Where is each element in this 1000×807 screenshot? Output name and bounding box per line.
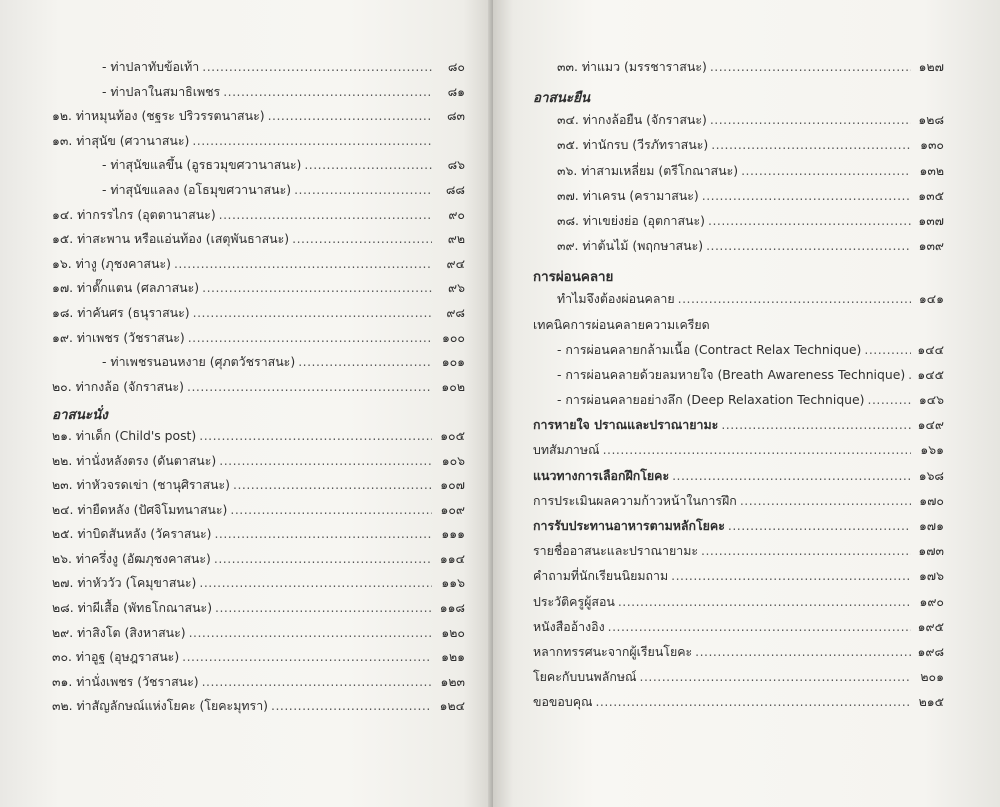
toc-leader-dots bbox=[864, 342, 911, 357]
toc-entry-page-number: ๑๖๘ bbox=[918, 467, 944, 483]
toc-leader-dots bbox=[199, 575, 432, 590]
toc-leader-dots bbox=[603, 442, 911, 457]
toc-leader-dots bbox=[233, 477, 432, 492]
toc-entry bbox=[533, 416, 944, 441]
toc-leader-dots bbox=[908, 367, 911, 382]
toc-entry-title: ๓๑. ท่านั่งเพชร (วัชราสนะ) bbox=[52, 673, 199, 689]
toc-entry-page-number: ๑๑๔ bbox=[439, 550, 465, 566]
toc-entry-page-number: ๙๘ bbox=[446, 304, 465, 320]
toc-entry-page-number: ๑๔๑ bbox=[918, 291, 944, 307]
toc-entry-title: - ท่าปลาในสมาธิเพชร bbox=[102, 83, 221, 99]
toc-entry bbox=[52, 550, 465, 575]
toc-leader-dots bbox=[868, 392, 912, 407]
left-page bbox=[0, 0, 493, 807]
toc-entry-title: - การผ่อนคลายอย่างลึก (Deep Relaxation Technique) bbox=[557, 392, 865, 408]
toc-leader-dots bbox=[678, 291, 911, 306]
toc-leader-dots bbox=[701, 543, 911, 558]
toc-entry-page-number: ๙๐ bbox=[448, 206, 465, 222]
toc-entry bbox=[52, 83, 465, 108]
toc-entry bbox=[533, 212, 944, 237]
toc-entry bbox=[533, 542, 944, 567]
toc-entry bbox=[533, 341, 944, 366]
toc-leader-dots bbox=[741, 163, 911, 178]
toc-leader-dots bbox=[721, 417, 911, 432]
toc-leader-dots bbox=[706, 238, 911, 253]
toc-entry-title: ๑๒. ท่าหมุนท้อง (ชฐระ ปริวรรตนาสนะ) bbox=[52, 108, 265, 124]
toc-entry-page-number: ๒๑๕ bbox=[918, 694, 944, 710]
toc-entry bbox=[52, 329, 465, 354]
toc-leader-dots bbox=[202, 59, 432, 74]
toc-entry-title: ๑๓. ท่าสุนัข (ศวานาสนะ) bbox=[52, 132, 190, 148]
toc-leader-dots bbox=[271, 698, 432, 713]
toc-entry-title: ๓๒. ท่าสัญลักษณ์แห่งโยคะ (โยคะมุทรา) bbox=[52, 698, 268, 714]
toc-leader-dots bbox=[671, 568, 911, 583]
toc-entry-title: ๒๓. ท่าหัวจรดเข่า (ชานุศิราสนะ) bbox=[52, 477, 231, 493]
toc-entry-page-number: ๑๙๘ bbox=[917, 643, 944, 659]
toc-entry-title: การรับประทานอาหารตามหลักโยคะ bbox=[533, 518, 725, 533]
toc-entry bbox=[533, 618, 944, 643]
toc-leader-dots bbox=[214, 526, 432, 541]
toc-entry-title: การหายใจ ปราณและปราณายามะ bbox=[533, 417, 719, 433]
toc-entry-page-number: ๑๓๕ bbox=[918, 187, 944, 203]
toc-entry bbox=[52, 156, 465, 181]
toc-leader-dots bbox=[215, 600, 432, 615]
toc-entry bbox=[533, 693, 944, 718]
toc-leader-dots bbox=[695, 644, 911, 659]
toc-leader-dots bbox=[192, 133, 432, 148]
toc-entry-title: ๒๐. ท่ากงล้อ (จักราสนะ) bbox=[52, 378, 184, 394]
toc-entry bbox=[52, 648, 465, 673]
toc-entry-page-number: ๑๓๙ bbox=[918, 238, 944, 254]
toc-entry-title: - ท่าปลาทับข้อเท้า bbox=[102, 59, 200, 74]
toc-entry-page-number: ๑๐๒ bbox=[441, 378, 465, 394]
toc-entry bbox=[533, 492, 944, 517]
toc-entry bbox=[533, 290, 944, 315]
toc-entry bbox=[52, 378, 465, 403]
toc-leader-dots bbox=[618, 594, 911, 609]
toc-entry-title: ๒๗. ท่าหัววัว (โคมุขาสนะ) bbox=[52, 575, 197, 591]
toc-entry-title: การประเมินผลความก้าวหน้าในการฝึก bbox=[533, 492, 737, 508]
toc-entry-title: ๓๕. ท่านักรบ (วีรภัทราสนะ) bbox=[557, 137, 709, 153]
toc-entry-page-number: ๑๒๔ bbox=[439, 698, 465, 714]
toc-entry bbox=[52, 476, 465, 501]
toc-entry bbox=[52, 58, 465, 83]
toc-entry-page-number: ๑๑๘ bbox=[439, 600, 465, 616]
toc-leader-dots bbox=[298, 354, 432, 369]
toc-entry bbox=[533, 237, 944, 262]
toc-entry-page-number: ๑๓๐ bbox=[920, 137, 944, 153]
right-toc-list bbox=[533, 58, 944, 719]
toc-section-heading: อาสนะยืน bbox=[533, 90, 591, 106]
toc-entry bbox=[533, 391, 944, 416]
toc-entry-title: ๒๔. ท่ายืดหลัง (ปัศจิโมทนาสนะ) bbox=[52, 501, 228, 517]
left-toc-list bbox=[52, 58, 465, 722]
toc-entry-title: ๓๓. ท่าแมว (มรรชาราสนะ) bbox=[557, 59, 707, 74]
toc-entry bbox=[533, 593, 944, 618]
toc-entry-title: ๓๖. ท่าสามเหลี่ยม (ตรีโกณาสนะ) bbox=[557, 162, 739, 178]
toc-entry-title: ๑๕. ท่าสะพาน หรือแอ่นท้อง (เสตุพันธาสนะ) bbox=[52, 231, 290, 247]
toc-entry bbox=[52, 255, 465, 280]
toc-entry-page-number: ๘๘ bbox=[445, 181, 465, 197]
toc-entry-title: - การผ่อนคลายด้วยลมหายใจ (Breath Awareness Technique) bbox=[557, 366, 906, 382]
toc-entry-title: ๑๖. ท่างู (ภุชงคาสนะ) bbox=[52, 255, 171, 271]
toc-entry bbox=[533, 567, 944, 592]
toc-entry bbox=[52, 230, 465, 255]
toc-entry-title: ๑๘. ท่าคันศร (ธนุราสนะ) bbox=[52, 304, 190, 320]
toc-leader-dots bbox=[708, 213, 911, 228]
toc-entry-page-number: ๑๐๖ bbox=[441, 452, 465, 468]
toc-entry bbox=[533, 467, 944, 492]
toc-leader-dots bbox=[202, 674, 432, 689]
toc-entry-title: คำถามที่นักเรียนนิยมถาม bbox=[533, 568, 669, 584]
toc-entry-page-number: ๘๑ bbox=[447, 83, 465, 99]
toc-entry-page-number: ๑๙๕ bbox=[917, 618, 944, 634]
toc-entry-title: ๑๙. ท่าเพชร (วัชราสนะ) bbox=[52, 329, 185, 345]
toc-leader-dots bbox=[202, 280, 432, 295]
toc-entry-page-number: ๑๒๐ bbox=[441, 624, 465, 640]
toc-leader-dots bbox=[608, 619, 911, 634]
toc-entry bbox=[533, 517, 944, 542]
toc-entry-title: ๒๒. ท่านั่งหลังตรง (ดันตาสนะ) bbox=[52, 452, 217, 468]
toc-entry-page-number: ๑๒๘ bbox=[918, 112, 944, 128]
toc-entry-page-number: ๘๐ bbox=[447, 59, 465, 74]
toc-entry-title: รายชื่ออาสนะและปราณายามะ bbox=[533, 543, 699, 559]
toc-entry-page-number: ๑๗๖ bbox=[918, 568, 944, 584]
toc-entry bbox=[533, 441, 944, 466]
toc-leader-dots bbox=[199, 428, 432, 443]
toc-entry-title: ๑๔. ท่ากรรไกร (อุตตานาสนะ) bbox=[52, 206, 216, 222]
toc-entry-title: ๓๔. ท่ากงล้อยืน (จักราสนะ) bbox=[557, 112, 707, 128]
toc-entry bbox=[533, 58, 944, 83]
toc-entry-page-number: ๑๙๐ bbox=[919, 593, 944, 609]
toc-entry bbox=[52, 624, 465, 649]
toc-entry-page-number: ๑๐๕ bbox=[440, 427, 465, 443]
toc-entry-title: ๒๙. ท่าสิงโต (สิงหาสนะ) bbox=[52, 624, 186, 640]
toc-entry bbox=[52, 427, 465, 452]
toc-entry-page-number: ๑๒๓ bbox=[440, 673, 465, 689]
toc-leader-dots bbox=[292, 231, 432, 246]
toc-entry-page-number: ๘๓ bbox=[446, 108, 465, 124]
toc-entry-title: ๒๖. ท่าครึ่งงู (อัฒภุชงคาสนะ) bbox=[52, 550, 211, 566]
toc-entry-title: แนวทางการเลือกฝึกโยคะ bbox=[533, 467, 670, 483]
toc-leader-dots bbox=[710, 59, 911, 74]
toc-entry bbox=[52, 304, 465, 329]
toc-entry-title: ทำไมจึงต้องผ่อนคลาย bbox=[557, 291, 675, 307]
toc-leader-dots bbox=[304, 157, 432, 172]
toc-entry bbox=[52, 673, 465, 698]
toc-leader-dots bbox=[595, 694, 911, 709]
toc-entry bbox=[533, 366, 944, 391]
toc-leader-dots bbox=[740, 493, 911, 508]
toc-leader-dots bbox=[702, 188, 911, 203]
toc-entry bbox=[52, 132, 465, 157]
toc-entry bbox=[533, 136, 944, 161]
toc-entry-page-number: ๑๐๑ bbox=[441, 354, 465, 370]
toc-entry-title: ๓๙. ท่าต้นไม้ (พฤกษาสนะ) bbox=[557, 238, 704, 254]
toc-entry-page-number: ๙๒ bbox=[447, 231, 465, 247]
toc-leader-dots bbox=[219, 207, 432, 222]
toc-leader-dots bbox=[268, 108, 432, 123]
toc-leader-dots bbox=[710, 112, 911, 127]
toc-entry-page-number: ๑๑๑ bbox=[441, 526, 465, 542]
toc-entry-page-number: ๑๗๓ bbox=[918, 543, 944, 559]
toc-leader-dots bbox=[230, 502, 432, 517]
toc-entry-page-number: ๑๐๗ bbox=[440, 477, 465, 493]
toc-entry-title: ๒๘. ท่าผีเสื้อ (พัทธโกณาสนะ) bbox=[52, 600, 213, 616]
toc-entry-page-number: ๒๐๑ bbox=[920, 669, 944, 685]
toc-leader-dots bbox=[174, 256, 432, 271]
toc-leader-dots bbox=[728, 518, 911, 533]
toc-entry bbox=[533, 187, 944, 212]
toc-leader-dots bbox=[193, 305, 432, 320]
toc-entry-page-number: ๙๖ bbox=[448, 280, 465, 296]
toc-entry-page-number: ๙๔ bbox=[446, 255, 465, 271]
toc-entry bbox=[533, 668, 944, 693]
toc-entry-title: - การผ่อนคลายกล้ามเนื้อ (Contract Relax Technique) bbox=[557, 341, 862, 357]
toc-section-heading: อาสนะนั่ง bbox=[52, 408, 108, 424]
toc-subheading: เทคนิคการผ่อนคลายความเครียด bbox=[533, 316, 710, 332]
toc-entry-page-number: ๑๗๑ bbox=[918, 518, 944, 533]
toc-entry-page-number: ๑๓๗ bbox=[918, 212, 944, 228]
toc-entry bbox=[533, 643, 944, 668]
toc-entry bbox=[52, 181, 465, 206]
toc-entry bbox=[52, 206, 465, 231]
toc-entry-title: ๓๐. ท่าอูฐ (อุษฎราสนะ) bbox=[52, 649, 180, 665]
toc-entry bbox=[52, 525, 465, 550]
toc-entry-page-number: ๑๓๒ bbox=[919, 162, 944, 178]
toc-entry-title: ขอขอบคุณ bbox=[533, 694, 593, 710]
toc-entry bbox=[52, 599, 465, 624]
toc-entry-title: - ท่าเพชรนอนหงาย (ศุภตวัชราสนะ) bbox=[102, 354, 296, 370]
toc-entry bbox=[533, 111, 944, 136]
toc-entry-title: ๓๗. ท่าเครน (ครามาสนะ) bbox=[557, 187, 699, 203]
toc-entry bbox=[52, 452, 465, 477]
toc-entry-title: หนังสืออ้างอิง bbox=[533, 618, 605, 634]
toc-entry-title: บทสัมภาษณ์ bbox=[533, 442, 600, 458]
toc-leader-dots bbox=[189, 625, 432, 640]
toc-entry-page-number: ๑๖๑ bbox=[920, 442, 944, 458]
toc-entry-page-number: ๑๔๕ bbox=[917, 366, 944, 382]
toc-entry-page-number: ๑๗๐ bbox=[919, 492, 944, 508]
toc-entry-title: ๒๕. ท่าบิดสันหลัง (วัคราสนะ) bbox=[52, 526, 212, 542]
toc-leader-dots bbox=[188, 330, 432, 345]
toc-entry-page-number: ๑๑๖ bbox=[441, 575, 465, 591]
toc-leader-dots bbox=[214, 551, 432, 566]
toc-entry-title: หลากทรรศนะจากผู้เรียนโยคะ bbox=[533, 643, 693, 659]
toc-entry-page-number: ๑๒๑ bbox=[441, 649, 465, 665]
toc-entry-title: ๑๗. ท่าตั๊กแตน (ศลภาสนะ) bbox=[52, 280, 200, 296]
toc-leader-dots bbox=[182, 649, 432, 664]
toc-leader-dots bbox=[187, 379, 432, 394]
toc-entry-title: - ท่าสุนัขแลลง (อโธมุขศวานาสนะ) bbox=[102, 181, 292, 197]
toc-leader-dots bbox=[672, 468, 911, 483]
toc-entry-page-number: ๑๐๙ bbox=[440, 501, 465, 517]
toc-entry-title: ๓๘. ท่าเขย่งย่อ (อุตกาสนะ) bbox=[557, 212, 705, 228]
toc-entry-page-number: ๑๔๖ bbox=[918, 392, 944, 408]
toc-entry bbox=[52, 353, 465, 378]
toc-leader-dots bbox=[640, 669, 912, 684]
toc-leader-dots bbox=[294, 182, 432, 197]
toc-entry-page-number: ๑๔๔ bbox=[917, 341, 944, 357]
toc-entry-page-number: ๑๔๙ bbox=[917, 417, 944, 433]
toc-entry bbox=[533, 162, 944, 187]
toc-entry-title: ๒๑. ท่าเด็ก (Child's post) bbox=[52, 427, 197, 443]
toc-entry-title: ประวัติครูผู้สอน bbox=[533, 593, 615, 609]
toc-section-heading: การผ่อนคลาย bbox=[533, 269, 614, 285]
toc-entry bbox=[52, 501, 465, 526]
toc-entry bbox=[52, 697, 465, 722]
toc-entry bbox=[52, 574, 465, 599]
toc-entry-page-number: ๑๐๐ bbox=[442, 329, 465, 345]
toc-leader-dots bbox=[223, 84, 432, 99]
toc-entry-title: - ท่าสุนัขแลขึ้น (อูรธวมุขศวานาสนะ) bbox=[102, 157, 302, 173]
right-page bbox=[493, 0, 1000, 807]
toc-leader-dots bbox=[711, 137, 911, 152]
toc-entry-page-number: ๘๖ bbox=[447, 157, 465, 173]
toc-entry bbox=[52, 279, 465, 304]
toc-entry-page-number: ๑๒๗ bbox=[918, 59, 944, 74]
toc-entry bbox=[52, 107, 465, 132]
toc-leader-dots bbox=[219, 453, 432, 468]
toc-entry-title: โยคะกับบนพลักษณ์ bbox=[533, 669, 637, 685]
